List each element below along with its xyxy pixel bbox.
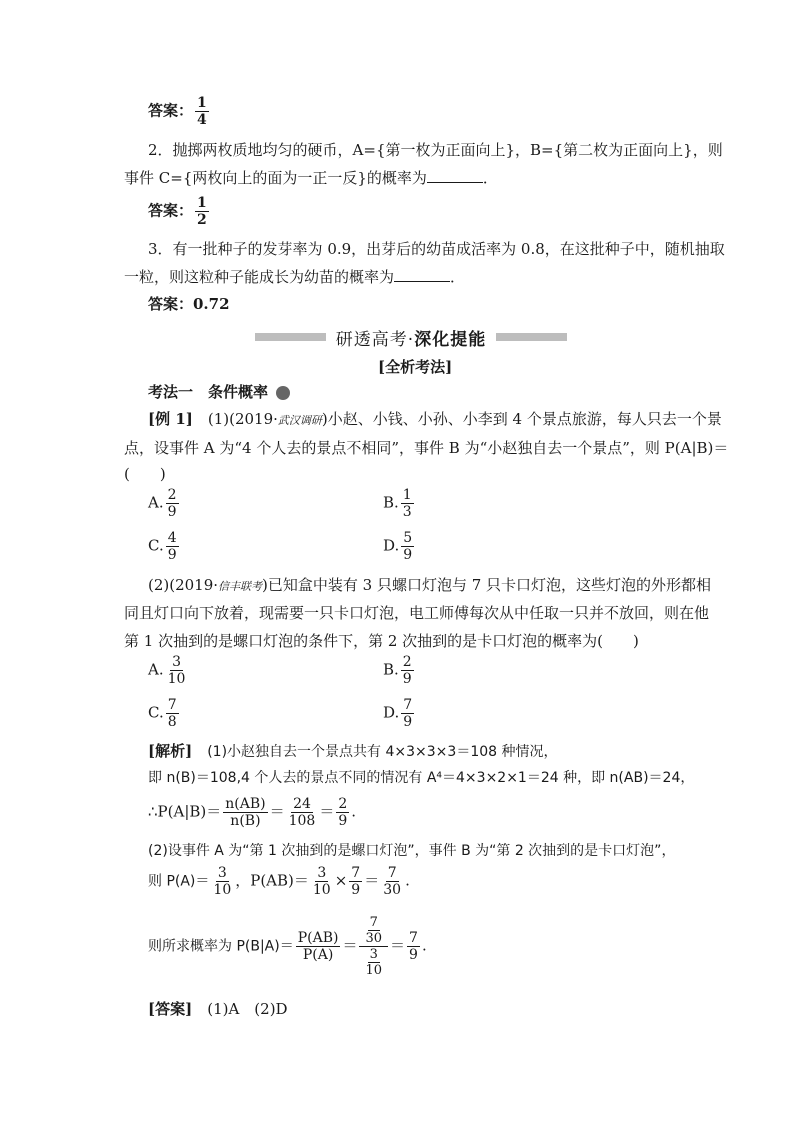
- option-label: B.: [383, 660, 399, 679]
- denominator: [359, 947, 388, 977]
- denominator: 9: [351, 882, 361, 898]
- example-1-line-1: [148, 408, 722, 432]
- option-b[interactable]: [383, 488, 416, 519]
- denominator: 3: [402, 504, 412, 520]
- question-3-line-2: [124, 266, 465, 288]
- period: .: [405, 871, 410, 890]
- answer-2: [148, 196, 211, 227]
- equals: ＝: [319, 802, 335, 821]
- source-note: 信丰联考: [218, 580, 263, 593]
- times: ×: [334, 871, 348, 890]
- option-label: D.: [383, 703, 400, 722]
- final-answer: [148, 998, 288, 1020]
- example-1-part-2-line-2: [124, 602, 709, 624]
- answer-blank: [394, 267, 450, 282]
- fraction: [166, 655, 188, 686]
- fraction: [401, 488, 414, 519]
- period: .: [421, 936, 427, 955]
- numerator: 1: [402, 487, 412, 503]
- answer-text: (1)A (2)D: [207, 1000, 288, 1018]
- denominator: 30: [383, 882, 402, 898]
- q2-option-b[interactable]: [383, 655, 416, 686]
- method-title: 考法一 条件概率: [148, 383, 269, 401]
- equals: ＝: [342, 936, 358, 955]
- q2-option-c[interactable]: [148, 698, 181, 729]
- numerator: 7: [409, 930, 418, 946]
- banner-title: [326, 325, 496, 350]
- numerator: 2: [402, 654, 412, 670]
- answer-label: 答案：: [148, 101, 194, 120]
- numerator: 5: [403, 530, 413, 546]
- solution-line-4: (2)设事件 A 为“第 1 次抽到的是螺口灯泡”，事件 B 为“第 2 次抽到的是卡口灯泡”，: [148, 843, 676, 859]
- banner-title-b: 深化提能: [414, 329, 487, 350]
- example-1-line-2: [124, 437, 728, 459]
- example-1-part-2-line-3: [124, 630, 639, 652]
- fraction: [363, 916, 384, 945]
- section-banner: [255, 326, 567, 348]
- numerator: 7: [403, 697, 413, 713]
- fraction: [287, 797, 318, 828]
- solution-line-2: 即 n(B)＝108,4 个人去的景点不同的情况有 A⁴＝4×3×2×1＝24 种，即 n(AB)＝24，: [148, 770, 695, 786]
- equals: ＝: [269, 802, 285, 821]
- fraction: [166, 488, 179, 519]
- option-label: D.: [383, 536, 400, 555]
- text: )已知盒中装有 3 只螺口灯泡与 7 只卡口灯泡，这些灯泡的外形都相: [262, 576, 712, 594]
- method-heading: [148, 381, 290, 403]
- text: (1)小赵独自去一个景点共有 4×3×3×3＝108 种情况，: [207, 744, 558, 760]
- denominator: 2: [197, 212, 207, 228]
- fraction: [363, 948, 384, 977]
- fraction: [296, 931, 341, 962]
- denominator: 9: [409, 947, 418, 963]
- example-1-line-3: [124, 463, 166, 485]
- solution-line-5: [148, 866, 410, 897]
- option-label: C.: [148, 703, 164, 722]
- banner-title-a: 研透高考·: [335, 329, 415, 350]
- numerator: 7: [167, 697, 177, 713]
- fraction: [401, 531, 414, 562]
- text: ．: [482, 169, 498, 187]
- solution-line-1: [148, 740, 558, 763]
- text: 一粒，则这粒种子能成长为幼苗的概率为: [124, 268, 395, 286]
- denominator: 9: [402, 671, 412, 687]
- fraction: [401, 655, 414, 686]
- denominator: P(A): [302, 947, 334, 963]
- equals: ＝: [390, 936, 406, 955]
- numerator: 24: [293, 796, 311, 812]
- denominator: 10: [365, 963, 383, 978]
- text: ( ): [124, 465, 166, 483]
- circle-icon: [276, 386, 290, 400]
- question-2-line-1: [148, 139, 723, 161]
- fraction: [195, 96, 209, 127]
- option-d[interactable]: [383, 531, 416, 562]
- numerator: 3: [172, 654, 181, 670]
- text: )小赵、小钱、小孙、小李到 4 个景点旅游，每人只去一个景: [321, 410, 722, 428]
- denominator: 8: [167, 714, 177, 730]
- denominator: 4: [197, 112, 207, 128]
- numerator: n(AB): [225, 796, 266, 812]
- text: ．: [450, 268, 466, 286]
- text: ，P(AB)＝: [235, 871, 309, 890]
- solution-line-3: [148, 797, 356, 828]
- numerator: 7: [369, 915, 378, 930]
- text: 同且灯口向下放着，现需要一只卡口灯泡，电工师傅每次从中任取一只并不放回，则在他: [124, 604, 710, 622]
- banner-bar-right: [496, 333, 567, 341]
- question-3-line-1: [148, 238, 725, 260]
- fraction: [336, 797, 349, 828]
- numerator: 3: [369, 947, 378, 962]
- numerator: 7: [387, 865, 397, 881]
- source-note: 武汉调研: [277, 414, 322, 427]
- text: 2．抛掷两枚质地均匀的硬币，A={第一枚为正面向上}，B={第二枚为正面向上}，则: [148, 141, 723, 159]
- numerator: 4: [167, 530, 177, 546]
- option-c[interactable]: [148, 531, 181, 562]
- denominator: 9: [338, 813, 348, 829]
- fraction: [195, 196, 209, 227]
- answer-blank: [427, 168, 483, 183]
- answer-label: 答案：: [148, 201, 194, 220]
- fraction: [166, 698, 179, 729]
- text: 事件 C={两枚向上的面为一正一反}的概率为: [124, 169, 427, 187]
- fraction: [211, 866, 233, 897]
- solution-tag: [解析]: [148, 742, 193, 760]
- answer-tag: [答案]: [148, 1000, 193, 1018]
- option-label: B.: [383, 493, 399, 512]
- denominator: n(B): [230, 813, 261, 829]
- fraction: [311, 866, 333, 897]
- compound-fraction: [359, 916, 388, 977]
- denominator: 10: [312, 882, 331, 898]
- text: 3．有一批种子的发芽率为 0.9，出芽后的幼苗成活率为 0.8，在这批种子中，随机抽取: [148, 240, 725, 258]
- numerator: [359, 916, 388, 947]
- denominator: 9: [403, 547, 413, 563]
- numerator: 2: [338, 796, 348, 812]
- numerator: 1: [197, 195, 207, 211]
- subheading: [全析考法]: [378, 358, 453, 376]
- fraction: [223, 797, 267, 828]
- text: (2)(2019·: [148, 576, 219, 594]
- text: 第 1 次抽到的是螺口灯泡的条件下，第 2 次抽到的是卡口灯泡的概率为( ): [124, 632, 639, 650]
- question-2-line-2: [124, 167, 498, 189]
- fraction: [381, 866, 403, 897]
- period: .: [351, 802, 357, 821]
- denominator: 9: [403, 714, 413, 730]
- text: 则所求概率为 P(B|A)＝: [148, 938, 294, 955]
- answer-3: [148, 293, 230, 315]
- fraction: [407, 931, 420, 962]
- fraction: [166, 531, 179, 562]
- denominator: 9: [167, 547, 177, 563]
- text: 点，设事件 A 为“4 个人去的景点不相同”，事件 B 为“小赵独自去一个景点”，则 P(A|B)＝: [124, 439, 729, 457]
- numerator: 7: [351, 865, 361, 881]
- text: (1)(2019·: [207, 410, 278, 428]
- q2-option-d[interactable]: [383, 698, 416, 729]
- banner-bar-left: [255, 333, 326, 341]
- denominator: 10: [167, 671, 186, 687]
- option-label: A.: [148, 660, 164, 679]
- q2-option-a[interactable]: [148, 655, 189, 686]
- denominator: 9: [167, 504, 177, 520]
- fraction: [401, 698, 414, 729]
- equals: ＝: [364, 871, 380, 890]
- denominator: 30: [365, 931, 383, 946]
- numerator: 1: [197, 95, 207, 111]
- option-label: A.: [148, 493, 164, 512]
- numerator: 3: [317, 865, 327, 881]
- example-tag: [例 1]: [148, 410, 193, 428]
- answer-label: 答案：0.72: [148, 295, 230, 313]
- denominator: 108: [288, 813, 316, 829]
- denominator: 10: [213, 882, 232, 898]
- text: 则 P(A)＝: [148, 873, 210, 890]
- example-1-part-2-line-1: [148, 574, 711, 598]
- option-label: C.: [148, 536, 164, 555]
- answer-1: [148, 96, 211, 127]
- solution-line-6: [148, 916, 427, 977]
- numerator: P(AB): [297, 930, 339, 946]
- numerator: 3: [217, 865, 227, 881]
- text: ∴P(A|B)＝: [148, 802, 222, 821]
- option-a[interactable]: [148, 488, 181, 519]
- fraction: [349, 866, 362, 897]
- numerator: 2: [167, 487, 177, 503]
